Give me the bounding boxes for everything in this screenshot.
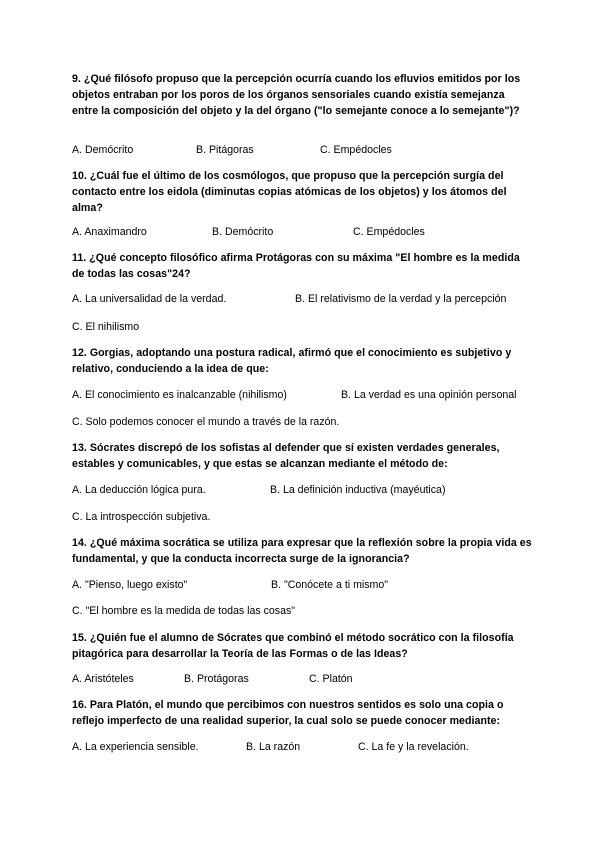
q11-option-a: A. La universalidad de la verdad. <box>72 293 227 305</box>
question-9: 9. ¿Qué filósofo propuso que la percepción ocurría cuando los efluvios emitidos por los objetos entraban por los poros de los órganos sensoriales cuando existía semejanza entre la composición del objeto y la del órgano ("lo semejante conoce a lo semejante")? <box>72 73 521 117</box>
question-10: 10. ¿Cuál fue el último de los cosmólogos, que propuso que la percepción surgía del contacto entre los eidola (diminutas copias atómicas de los objetos) y los átomos del alma? <box>72 170 507 214</box>
q14-option-a: A. "Pienso, luego existo" <box>72 579 188 591</box>
q11-option-b: B. El relativismo de la verdad y la percepción <box>295 293 507 305</box>
q13-option-b: B. La definición inductiva (mayéutica) <box>270 484 446 496</box>
q14-option-b: B. "Conócete a ti mismo" <box>271 579 389 591</box>
q9-option-c: C. Empédocles <box>320 144 392 156</box>
question-14: 14. ¿Qué máxima socrática se utiliza para expresar que la reflexión sobre la propia vida es fundamental, y que la conducta incorrecta surge de la ignorancia? <box>72 537 532 565</box>
q12-option-a: A. El conocimiento es inalcanzable (nihilismo) <box>72 389 287 401</box>
q9-option-a: A. Demócrito <box>72 144 134 156</box>
q15-option-a: A. Aristóteles <box>72 673 134 685</box>
q13-option-a: A. La deducción lógica pura. <box>72 484 206 496</box>
q12-option-b: B. La verdad es una opinión personal <box>341 389 517 401</box>
q10-option-c: C. Empédocles <box>353 226 425 238</box>
question-15: 15. ¿Quién fue el alumno de Sócrates que combinó el método socrático con la filosofía pitagórica para desarrollar la Teoría de las Formas o de las Ideas? <box>72 632 514 660</box>
q12-option-c: C. Solo podemos conocer el mundo a través de la razón. <box>72 416 340 428</box>
q10-option-a: A. Anaximandro <box>72 226 147 238</box>
q13-option-c: C. La introspección subjetiva. <box>72 511 211 523</box>
q14-option-c: C. "El hombre es la medida de todas las cosas" <box>72 605 296 617</box>
question-13: 13. Sócrates discrepó de los sofistas al defender que sí existen verdades generales, estables y comunicables, y que estas se alcanzan mediante el método de: <box>72 442 500 470</box>
q10-option-b: B. Demócrito <box>212 226 274 238</box>
q9-option-b: B. Pitágoras <box>196 144 254 156</box>
q16-option-a: A. La experiencia sensible. <box>72 741 199 753</box>
q16-option-c: C. La fe y la revelación. <box>358 741 469 753</box>
q11-option-c: C. El nihilismo <box>72 321 140 333</box>
q16-option-b: B. La razón <box>246 741 301 753</box>
q15-option-b: B. Protágoras <box>184 673 249 685</box>
question-12: 12. Gorgias, adoptando una postura radical, afirmó que el conocimiento es subjetivo y relativo, conduciendo a la idea de que: <box>72 347 512 375</box>
question-16: 16. Para Platón, el mundo que percibimos con nuestros sentidos es solo una copia o reflejo imperfecto de una realidad superior, la cual solo se puede conocer mediante: <box>72 699 504 727</box>
question-11: 11. ¿Qué concepto filosófico afirma Protágoras con su máxima "El hombre es la medida de todas las cosas"24? <box>72 252 520 280</box>
q15-option-c: C. Platón <box>309 673 353 685</box>
